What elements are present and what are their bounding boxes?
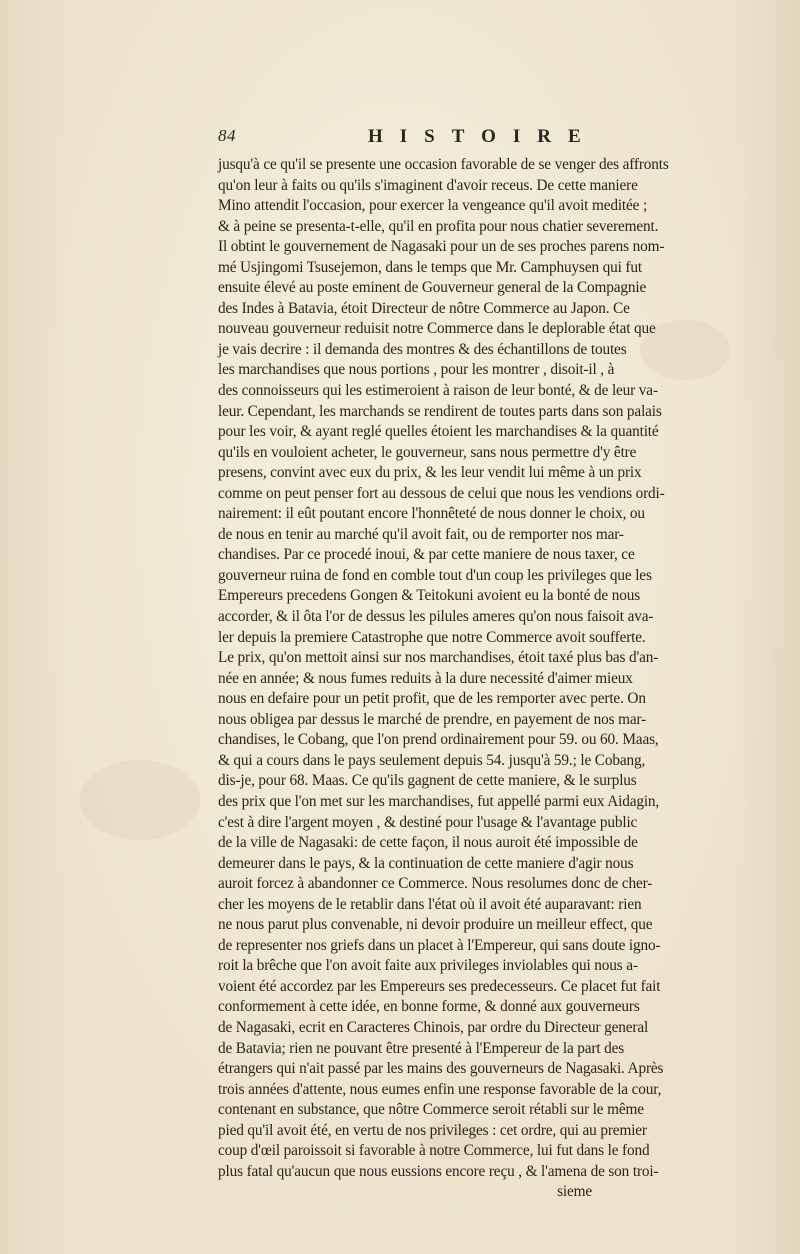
text-line: roit la brêche que l'on avoit faite aux privileges inviolables qui nous a- — [218, 957, 638, 975]
text-line: demeurer dans le pays, & la continuation de cette maniere d'agir nous — [218, 854, 634, 872]
page-header — [218, 126, 598, 152]
text-line: pied qu'il avoit été, en vertu de nos privileges : cet ordre, qui au premier — [218, 1121, 647, 1139]
text-line: voient été accordez par les Empereurs ses predecesseurs. Ce placet fut fait — [218, 977, 661, 995]
text-line: nouveau gouverneur reduisit notre Commerce dans le deplorable état que — [218, 320, 656, 338]
text-line: jusqu'à ce qu'il se presente une occasion favorable de se venger des affronts — [218, 156, 669, 173]
text-line: étrangers qui n'ait passé par les mains des gouverneurs de Nagasaki. Après — [218, 1060, 664, 1078]
text-line: qu'ils en vouloient acheter, le gouverneur, sans nous permettre d'y être — [218, 443, 637, 461]
text-line: chandises. Par ce procedé inoui, & par cette maniere de nous taxer, ce — [218, 546, 635, 564]
text-line: qu'on leur à faits ou qu'ils s'imaginent d'avoir receus. De cette maniere — [218, 176, 638, 194]
text-line: plus fatal qu'aucun que nous eussions encore reçu , & l'amena de son troi- — [218, 1162, 659, 1180]
text-line: dis-je, pour 68. Maas. Ce qu'ils gagnent de cette maniere, & le surplus — [218, 772, 637, 790]
text-line: nous obligea par dessus le marché de prendre, en payement de nos mar- — [218, 710, 647, 728]
text-line: conformement à cette idée, en bonne forme, & donné aux gouverneurs — [218, 998, 640, 1016]
text-line: ne nous parut plus convenable, ni devoir produire un meilleur effect, que — [218, 916, 653, 934]
text-line: je vais decrire : il demanda des montres & des échantillons de toutes — [218, 340, 627, 358]
page-number: 84 — [218, 126, 236, 145]
text-line: leur. Cependant, les marchands se rendirent de toutes parts dans son palais — [218, 402, 662, 420]
text-line: de representer nos griefs dans un placet à l'Empereur, qui sans doute igno- — [218, 936, 661, 954]
text-line: ensuite élevé au poste eminent de Gouverneur general de la Compagnie — [218, 279, 647, 297]
text-line: presens, convint avec eux du prix, & les leur vendit lui même à un prix — [218, 464, 642, 482]
text-line: Le prix, qu'on mettoit ainsi sur nos marchandises, étoit taxé plus bas d'an- — [218, 649, 659, 667]
text-line: Empereurs precedens Gongen & Teitokuni avoient eu la bonté de nous — [218, 587, 641, 605]
text-line: nairement: il eût poutant encore l'honnêteté de nous donner le choix, ou — [218, 505, 645, 523]
text-line: de Batavia; rien ne pouvant être presenté à l'Empereur de la part des — [218, 1039, 625, 1057]
text-line: & à peine se presenta-t-elle, qu'il en profita pour nous chatier severement. — [218, 217, 659, 235]
body-text — [218, 155, 669, 1203]
text-line: des connoisseurs qui les estimeroient à raison de leur bonté, & de leur va- — [218, 382, 658, 400]
text-line: auroit forcez à abandonner ce Commerce. Nous resolumes donc de cher- — [218, 875, 653, 893]
text-line: cher les moyens de le retablir dans l'état où il avoit été auparavant: rien — [218, 895, 642, 913]
text-line: des Indes à Batavia, étoit Directeur de nôtre Commerce au Japon. Ce — [218, 299, 630, 317]
text-line: trois années d'attente, nous eumes enfin une response favorable de la cour, — [218, 1080, 662, 1098]
text-line: sieme — [557, 1183, 592, 1201]
text-line: c'est à dire l'argent moyen , & destiné pour l'usage & l'avantage public — [218, 813, 638, 831]
text-line: comme on peut penser fort au dessous de celui que nous les vendions ordi- — [218, 484, 665, 502]
text-line: des prix que l'on met sur les marchandises, fut appellé parmi eux Aidagin, — [218, 792, 660, 810]
text-line: & qui a cours dans le pays seulement depuis 54. jusqu'à 59.; le Cobang, — [218, 751, 646, 769]
paper-stain — [80, 760, 200, 840]
text-line: Mino attendit l'occasion, pour exercer la vengeance qu'il avoit meditée ; — [218, 197, 648, 215]
text-line: Il obtint le gouvernement de Nagasaki pour un de ses proches parens nom- — [218, 238, 665, 256]
text-line: de Nagasaki, ecrit en Caracteres Chinois, par ordre du Directeur general — [218, 1018, 649, 1036]
text-line: de nous en tenir au marché qu'il avoit fait, ou de remporter nos mar- — [218, 525, 624, 543]
text-line: coup d'œil paroissoit si favorable à notre Commerce, lui fut dans le fond — [218, 1142, 650, 1160]
text-line: ler depuis la premiere Catastrophe que notre Commerce avoit soufferte. — [218, 628, 646, 646]
text-line: chandises, le Cobang, que l'on prend ordinairement pour 59. ou 60. Maas, — [218, 731, 659, 749]
text-line: mé Usjingomi Tsusejemon, dans le temps que Mr. Camphuysen qui fut — [218, 258, 642, 276]
running-title: HISTOIRE — [368, 126, 598, 147]
text-line: contenant en substance, que nôtre Commerce seroit rétabli sur le même — [218, 1101, 644, 1119]
text-line: pour les voir, & ayant reglé quelles étoient les marchandises & la quantité — [218, 423, 659, 441]
text-line: gouverneur ruina de fond en comble tout d'un coup les privileges que les — [218, 566, 652, 584]
text-line: nous en defaire pour un petit profit, que de les remporter avec perte. On — [218, 690, 646, 708]
text-line: accorder, & il ôta l'or de dessus les pilules ameres qu'on nous faisoit ava- — [218, 608, 654, 626]
text-line: née en année; & nous fumes reduits à la dure necessité d'aimer mieux — [218, 669, 633, 687]
text-line: de la ville de Nagasaki: de cette façon, il nous auroit été impossible de — [218, 834, 638, 852]
text-line: les marchandises que nous portions , pour les montrer , disoit-il , à — [218, 361, 615, 379]
